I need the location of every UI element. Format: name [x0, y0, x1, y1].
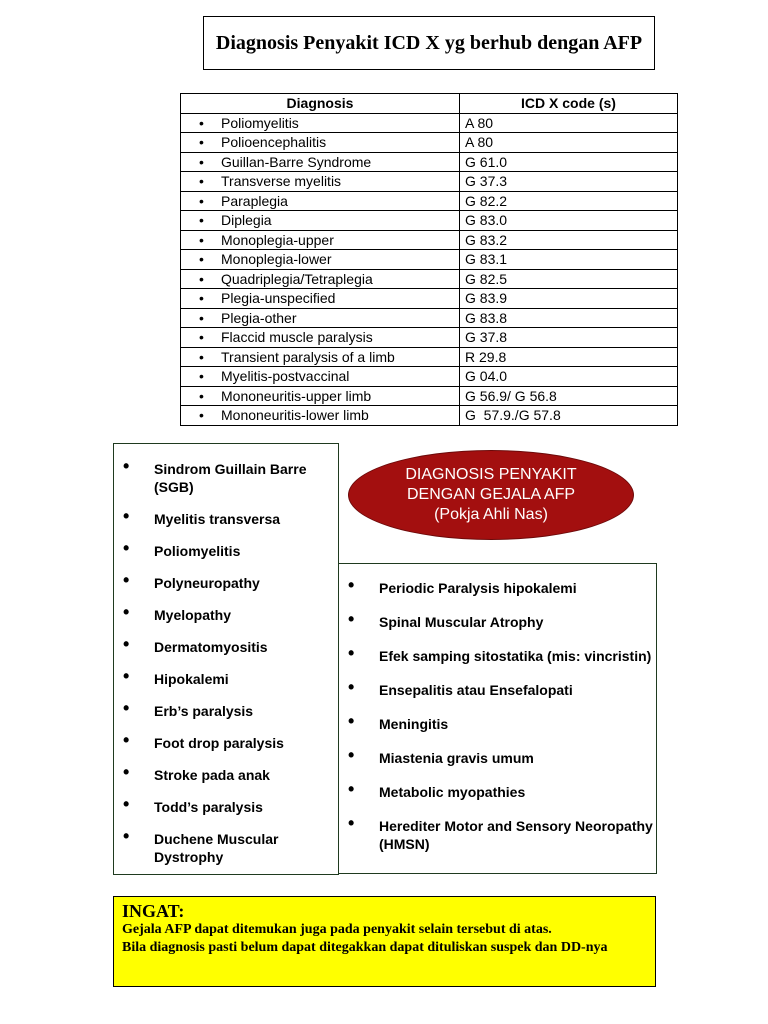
- list-item: [339, 745, 656, 767]
- bullet-icon: •: [123, 506, 130, 526]
- list-item-text: Erb’s paralysis: [154, 703, 254, 719]
- bullet-icon: •: [199, 348, 204, 365]
- list-item: [339, 575, 656, 597]
- table-row: [181, 152, 678, 172]
- list-item: [339, 643, 656, 665]
- icd-code-cell: G 83.9: [460, 289, 678, 309]
- bullet-icon: •: [348, 711, 355, 731]
- table-row: [181, 386, 678, 406]
- icd-code-cell: G 83.8: [460, 308, 678, 328]
- bullet-icon: •: [348, 813, 355, 833]
- icd-code-cell: G 83.2: [460, 230, 678, 250]
- list-item: [114, 538, 338, 560]
- bullet-icon: •: [348, 575, 355, 595]
- table-body: [181, 113, 678, 425]
- bullet-icon: •: [199, 114, 204, 131]
- bullet-icon: •: [199, 290, 204, 307]
- list-item-text: Miastenia gravis umum: [379, 750, 534, 766]
- bullet-icon: •: [348, 643, 355, 663]
- diagnosis-text: Mononeuritis-lower limb: [221, 407, 369, 424]
- diagnosis-cell: [181, 367, 460, 387]
- table-row: [181, 347, 678, 367]
- bullet-icon: •: [123, 826, 130, 846]
- table-row: [181, 269, 678, 289]
- table-row: [181, 250, 678, 270]
- icd-code-cell: G 83.0: [460, 211, 678, 231]
- page-title: Diagnosis Penyakit ICD X yg berhub dengan AFP: [215, 31, 643, 54]
- list-item-text: Metabolic myopathies: [379, 784, 526, 800]
- bullet-icon: •: [199, 407, 204, 424]
- list-item: [114, 730, 338, 752]
- diagnosis-text: Myelitis-postvaccinal: [221, 368, 350, 385]
- bullet-icon: •: [348, 609, 355, 629]
- icd-code-cell: G 57.9./G 57.8: [460, 406, 678, 426]
- icd-code-cell: A 80: [460, 133, 678, 153]
- list-item-text: Herediter Motor and Sensory Neoropathy (HMSN): [379, 818, 653, 852]
- header-diagnosis: Diagnosis: [181, 94, 460, 114]
- list-item: [114, 826, 338, 866]
- list-item-text: Dermatomyositis: [154, 639, 268, 655]
- list-item: [114, 698, 338, 720]
- list-item-text: Sindrom Guillain Barre (SGB): [154, 461, 307, 495]
- diagnosis-cell: [181, 386, 460, 406]
- table-row: [181, 289, 678, 309]
- list-item: [114, 634, 338, 656]
- list-item-text: Duchene Muscular Dystrophy: [154, 831, 279, 865]
- bullet-icon: •: [199, 134, 204, 151]
- icd-table: [180, 93, 678, 426]
- bullet-icon: •: [199, 231, 204, 248]
- diagnosis-cell: [181, 191, 460, 211]
- icd-code-cell: G 56.9/ G 56.8: [460, 386, 678, 406]
- diagnosis-text: Plegia-other: [221, 309, 297, 326]
- list-item: [339, 711, 656, 733]
- bullet-icon: •: [199, 212, 204, 229]
- list-item-text: Efek samping sitostatika (mis: vincristin): [379, 648, 652, 664]
- bullet-icon: •: [123, 794, 130, 814]
- bullet-icon: •: [348, 779, 355, 799]
- diagnosis-text: Transient paralysis of a limb: [221, 348, 395, 365]
- diagnosis-cell: [181, 308, 460, 328]
- bullet-icon: •: [123, 730, 130, 750]
- diagnosis-cell: [181, 113, 460, 133]
- bullet-icon: •: [199, 153, 204, 170]
- list-item-text: Todd’s paralysis: [154, 799, 263, 815]
- table-row: [181, 308, 678, 328]
- table-row: [181, 172, 678, 192]
- icd-code-cell: G 37.8: [460, 328, 678, 348]
- diagnosis-text: Polioencephalitis: [221, 134, 327, 151]
- list-item: [114, 666, 338, 688]
- list-item: [114, 506, 338, 528]
- icd-code-cell: G 82.2: [460, 191, 678, 211]
- list-item-text: Poliomyelitis: [154, 543, 241, 559]
- bullet-icon: •: [348, 745, 355, 765]
- icd-code-cell: R 29.8: [460, 347, 678, 367]
- diagnosis-cell: [181, 328, 460, 348]
- list-item-text: Meningitis: [379, 716, 449, 732]
- list-item-text: Foot drop paralysis: [154, 735, 284, 751]
- icd-code-cell: G 83.1: [460, 250, 678, 270]
- icd-code-cell: G 82.5: [460, 269, 678, 289]
- table-row: [181, 191, 678, 211]
- diagnosis-cell: [181, 347, 460, 367]
- note-line-1: Gejala AFP dapat ditemukan juga pada penyakit selain tersebut di atas.: [122, 922, 552, 937]
- bullet-icon: •: [199, 309, 204, 326]
- list-item: [339, 609, 656, 631]
- diagnosis-text: Quadriplegia/Tetraplegia: [221, 270, 373, 287]
- table-row: [181, 328, 678, 348]
- table-row: [181, 133, 678, 153]
- diagnosis-cell: [181, 230, 460, 250]
- list-item-text: Ensepalitis atau Ensefalopati: [379, 682, 573, 698]
- list-item: [339, 779, 656, 801]
- bullet-icon: •: [199, 192, 204, 209]
- afp-title-oval: [348, 450, 634, 540]
- list-item-text: Hipokalemi: [154, 671, 229, 687]
- bullet-icon: •: [123, 634, 130, 654]
- bullet-icon: •: [123, 570, 130, 590]
- note-line-2: Bila diagnosis pasti belum dapat ditegakkan dapat dituliskan suspek dan DD-nya: [122, 940, 608, 955]
- diagnosis-text: Guillan-Barre Syndrome: [221, 153, 372, 170]
- bullet-icon: •: [199, 251, 204, 268]
- note-heading: INGAT:: [122, 901, 185, 921]
- list-item: [114, 570, 338, 592]
- list-item-text: Myelitis transversa: [154, 511, 281, 527]
- diagnosis-cell: [181, 152, 460, 172]
- list-item: [114, 762, 338, 784]
- diagnosis-cell: [181, 172, 460, 192]
- title-box: [203, 16, 655, 70]
- header-icd-code: ICD X code (s): [460, 94, 678, 114]
- oval-line-3: (Pokja Ahli Nas): [434, 506, 548, 523]
- list-item: [339, 677, 656, 699]
- diagnosis-text: Diplegia: [221, 212, 272, 229]
- list-item-text: Myelopathy: [154, 607, 232, 623]
- diagnosis-text: Flaccid muscle paralysis: [221, 329, 373, 346]
- bullet-icon: •: [199, 387, 204, 404]
- list-item-text: Polyneuropathy: [154, 575, 260, 591]
- diagnosis-cell: [181, 250, 460, 270]
- table-header-row: [181, 94, 678, 114]
- list-item-text: Stroke pada anak: [154, 767, 270, 783]
- oval-line-1: DIAGNOSIS PENYAKIT: [405, 466, 577, 483]
- diagnosis-text: Monoplegia-lower: [221, 251, 332, 268]
- list-item: [339, 813, 656, 853]
- bullet-icon: •: [123, 538, 130, 558]
- list-item: [114, 794, 338, 816]
- diagnosis-text: Poliomyelitis: [221, 114, 299, 131]
- bullet-icon: •: [199, 329, 204, 346]
- diagnosis-text: Transverse myelitis: [221, 173, 342, 190]
- diagnosis-text: Paraplegia: [221, 192, 288, 209]
- icd-code-cell: G 37.3: [460, 172, 678, 192]
- diagnosis-cell: [181, 406, 460, 426]
- table-row: [181, 406, 678, 426]
- list-item-text: Spinal Muscular Atrophy: [379, 614, 544, 630]
- bullet-icon: •: [199, 368, 204, 385]
- bullet-icon: •: [123, 602, 130, 622]
- bullet-icon: •: [123, 456, 130, 476]
- table-row: [181, 211, 678, 231]
- symptom-list-box-right: [338, 563, 657, 874]
- symptom-list-right: [339, 564, 656, 853]
- diagnosis-cell: [181, 289, 460, 309]
- oval-line-2: DENGAN GEJALA AFP: [406, 486, 576, 503]
- bullet-icon: •: [199, 173, 204, 190]
- bullet-icon: •: [348, 677, 355, 697]
- symptom-list-left: [114, 444, 338, 866]
- table-row: [181, 113, 678, 133]
- diagnosis-text: Mononeuritis-upper limb: [221, 387, 372, 404]
- symptom-list-box-left: [113, 443, 339, 875]
- diagnosis-text: Plegia-unspecified: [221, 290, 336, 307]
- list-item: [114, 602, 338, 624]
- diagnosis-text: Monoplegia-upper: [221, 231, 334, 248]
- table-row: [181, 230, 678, 250]
- diagnosis-cell: [181, 269, 460, 289]
- list-item: [114, 456, 338, 496]
- diagnosis-cell: [181, 211, 460, 231]
- icd-code-cell: G 61.0: [460, 152, 678, 172]
- bullet-icon: •: [123, 698, 130, 718]
- icd-code-cell: G 04.0: [460, 367, 678, 387]
- reminder-note: [113, 896, 656, 987]
- table-row: [181, 367, 678, 387]
- icd-code-cell: A 80: [460, 113, 678, 133]
- bullet-icon: •: [123, 666, 130, 686]
- diagnosis-cell: [181, 133, 460, 153]
- bullet-icon: •: [199, 270, 204, 287]
- list-item-text: Periodic Paralysis hipokalemi: [379, 580, 577, 596]
- bullet-icon: •: [123, 762, 130, 782]
